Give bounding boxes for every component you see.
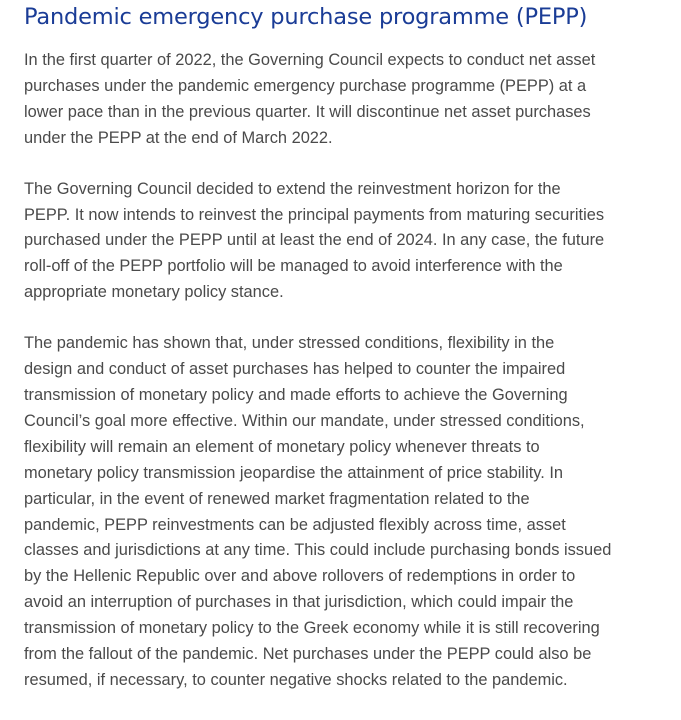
paragraph-flexibility	[24, 331, 664, 694]
paragraph-line: PEPP. It now intends to reinvest the principal payments from maturing securities	[24, 205, 605, 224]
paragraph-line: transmission of monetary policy and made efforts to achieve the Governing	[24, 385, 568, 404]
paragraph-line: The Governing Council decided to extend the reinvestment horizon for the	[24, 179, 561, 198]
paragraph-line: appropriate monetary policy stance.	[24, 283, 284, 302]
paragraph-line: avoid an interruption of purchases in that jurisdiction, which could impair the	[24, 593, 574, 612]
paragraph-line: Council’s goal more effective. Within our mandate, under stressed conditions,	[24, 411, 585, 430]
paragraph-line: purchases under the pandemic emergency purchase programme (PEPP) at a	[24, 76, 587, 95]
paragraph-line: particular, in the event of renewed market fragmentation related to the	[24, 489, 530, 508]
paragraph-reinvestment-horizon	[24, 177, 664, 307]
paragraph-line: monetary policy transmission jeopardise the attainment of price stability. In	[24, 463, 564, 482]
paragraph-line: pandemic, PEPP reinvestments can be adjusted flexibly across time, asset	[24, 515, 566, 534]
paragraph-line: by the Hellenic Republic over and above rollovers of redemptions in order to	[24, 567, 576, 586]
article-section	[24, 0, 664, 694]
section-heading: Pandemic emergency purchase programme (PEPP)	[24, 4, 588, 30]
paragraph-line: flexibility will remain an element of monetary policy whenever threats to	[24, 437, 540, 456]
paragraph-line: purchased under the PEPP until at least the end of 2024. In any case, the future	[24, 231, 605, 250]
paragraph-line: under the PEPP at the end of March 2022.	[24, 128, 333, 147]
paragraph-line: lower pace than in the previous quarter. It will discontinue net asset purchases	[24, 102, 591, 121]
paragraph-line: resumed, if necessary, to counter negative shocks related to the pandemic.	[24, 670, 568, 689]
paragraph-line: from the fallout of the pandemic. Net purchases under the PEPP could also be	[24, 645, 592, 664]
paragraph-line: design and conduct of asset purchases has helped to counter the impaired	[24, 360, 566, 379]
paragraph-line: roll-off of the PEPP portfolio will be managed to avoid interference with the	[24, 257, 563, 276]
paragraph-line: classes and jurisdictions at any time. This could include purchasing bonds issued	[24, 541, 612, 560]
paragraph-line: transmission of monetary policy to the Greek economy while it is still recovering	[24, 619, 600, 638]
paragraph-q1-2022-purchases	[24, 48, 664, 152]
paragraph-line: In the first quarter of 2022, the Governing Council expects to conduct net asset	[24, 51, 596, 69]
paragraph-line: The pandemic has shown that, under stressed conditions, flexibility in the	[24, 334, 555, 353]
